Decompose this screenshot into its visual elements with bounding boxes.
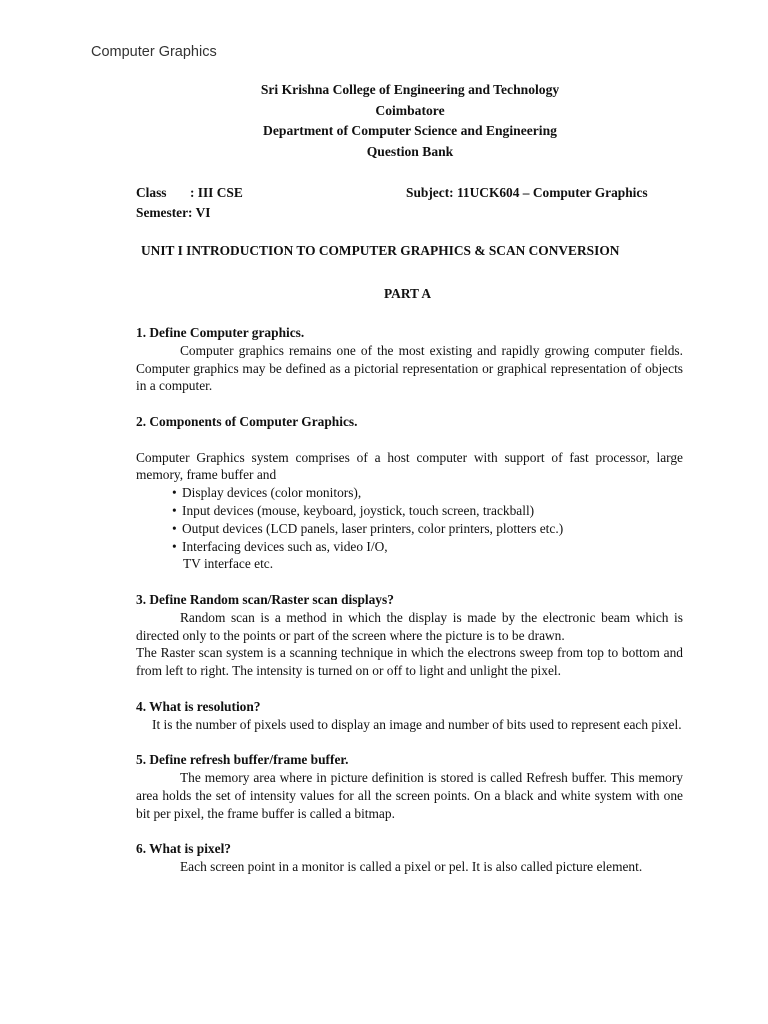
college-city: Coimbatore	[375, 102, 445, 118]
answer-1: Computer graphics remains one of the most existing and rapidly growing computer fields. Computer graphics may be defined as a pictorial representation or graphical representation of objects in a computer.	[136, 342, 683, 394]
answer-2: Computer Graphics system comprises of a host computer with support of fast processor, large memory, frame buffer and	[136, 449, 683, 483]
answer-5: The memory area where in picture definition is stored is called Refresh buffer. This memory area holds the set of intensity values for all the screen points. On a black and white system with one bit per pixel, the frame buffer is called a bitmap.	[136, 769, 683, 821]
document-title: Question Bank	[366, 143, 454, 159]
answer-4: It is the number of pixels used to display an image and number of bits used to represent each pixel.	[152, 716, 682, 732]
question-list	[136, 324, 683, 876]
subject-info: Subject: 11UCK604 – Computer Graphics	[406, 185, 648, 200]
part-heading: PART A	[384, 286, 432, 301]
unit-heading: UNIT I INTRODUCTION TO COMPUTER GRAPHICS & SCAN CONVERSION	[141, 243, 620, 258]
component-list	[136, 484, 683, 555]
semester-info: Semester: VI	[136, 205, 211, 220]
question-2: 2. Components of Computer Graphics.	[136, 413, 358, 429]
department-name: Department of Computer Science and Engineering	[263, 123, 557, 138]
list-item: • Output devices (LCD panels, laser printers, color printers, plotters etc.)	[172, 520, 564, 536]
list-item: • Display devices (color monitors),	[172, 485, 362, 501]
answer-6: Each screen point in a monitor is called a pixel or pel. It is also called picture element.	[180, 858, 643, 874]
answer-3: Random scan is a method in which the display is made by the electronic beam which is directed only to the points or part of the screen where the picture is to be drawn.	[136, 609, 683, 643]
question-3: 3. Define Random scan/Raster scan displays?	[136, 591, 394, 607]
list-item: • Input devices (mouse, keyboard, joystick, touch screen, trackball)	[172, 502, 535, 518]
running-header: Computer Graphics	[91, 44, 217, 60]
title-block	[0, 80, 768, 162]
question-4: 4. What is resolution?	[136, 698, 261, 714]
question-5: 5. Define refresh buffer/frame buffer.	[136, 752, 349, 768]
list-item: • Interfacing devices such as, video I/O,	[172, 538, 388, 554]
class-info: Class : III CSE	[136, 185, 243, 200]
question-1: 1. Define Computer graphics.	[136, 325, 305, 340]
answer-3-raster: The Raster scan system is a scanning technique in which the electrons sweep from top to bottom and from left to right. The intensity is turned on or off to light and unlight the pixel.	[136, 645, 683, 679]
list-item-continuation: TV interface etc.	[183, 556, 274, 572]
question-6: 6. What is pixel?	[136, 841, 231, 857]
college-name: Sri Krishna College of Engineering and Technology	[260, 82, 560, 97]
